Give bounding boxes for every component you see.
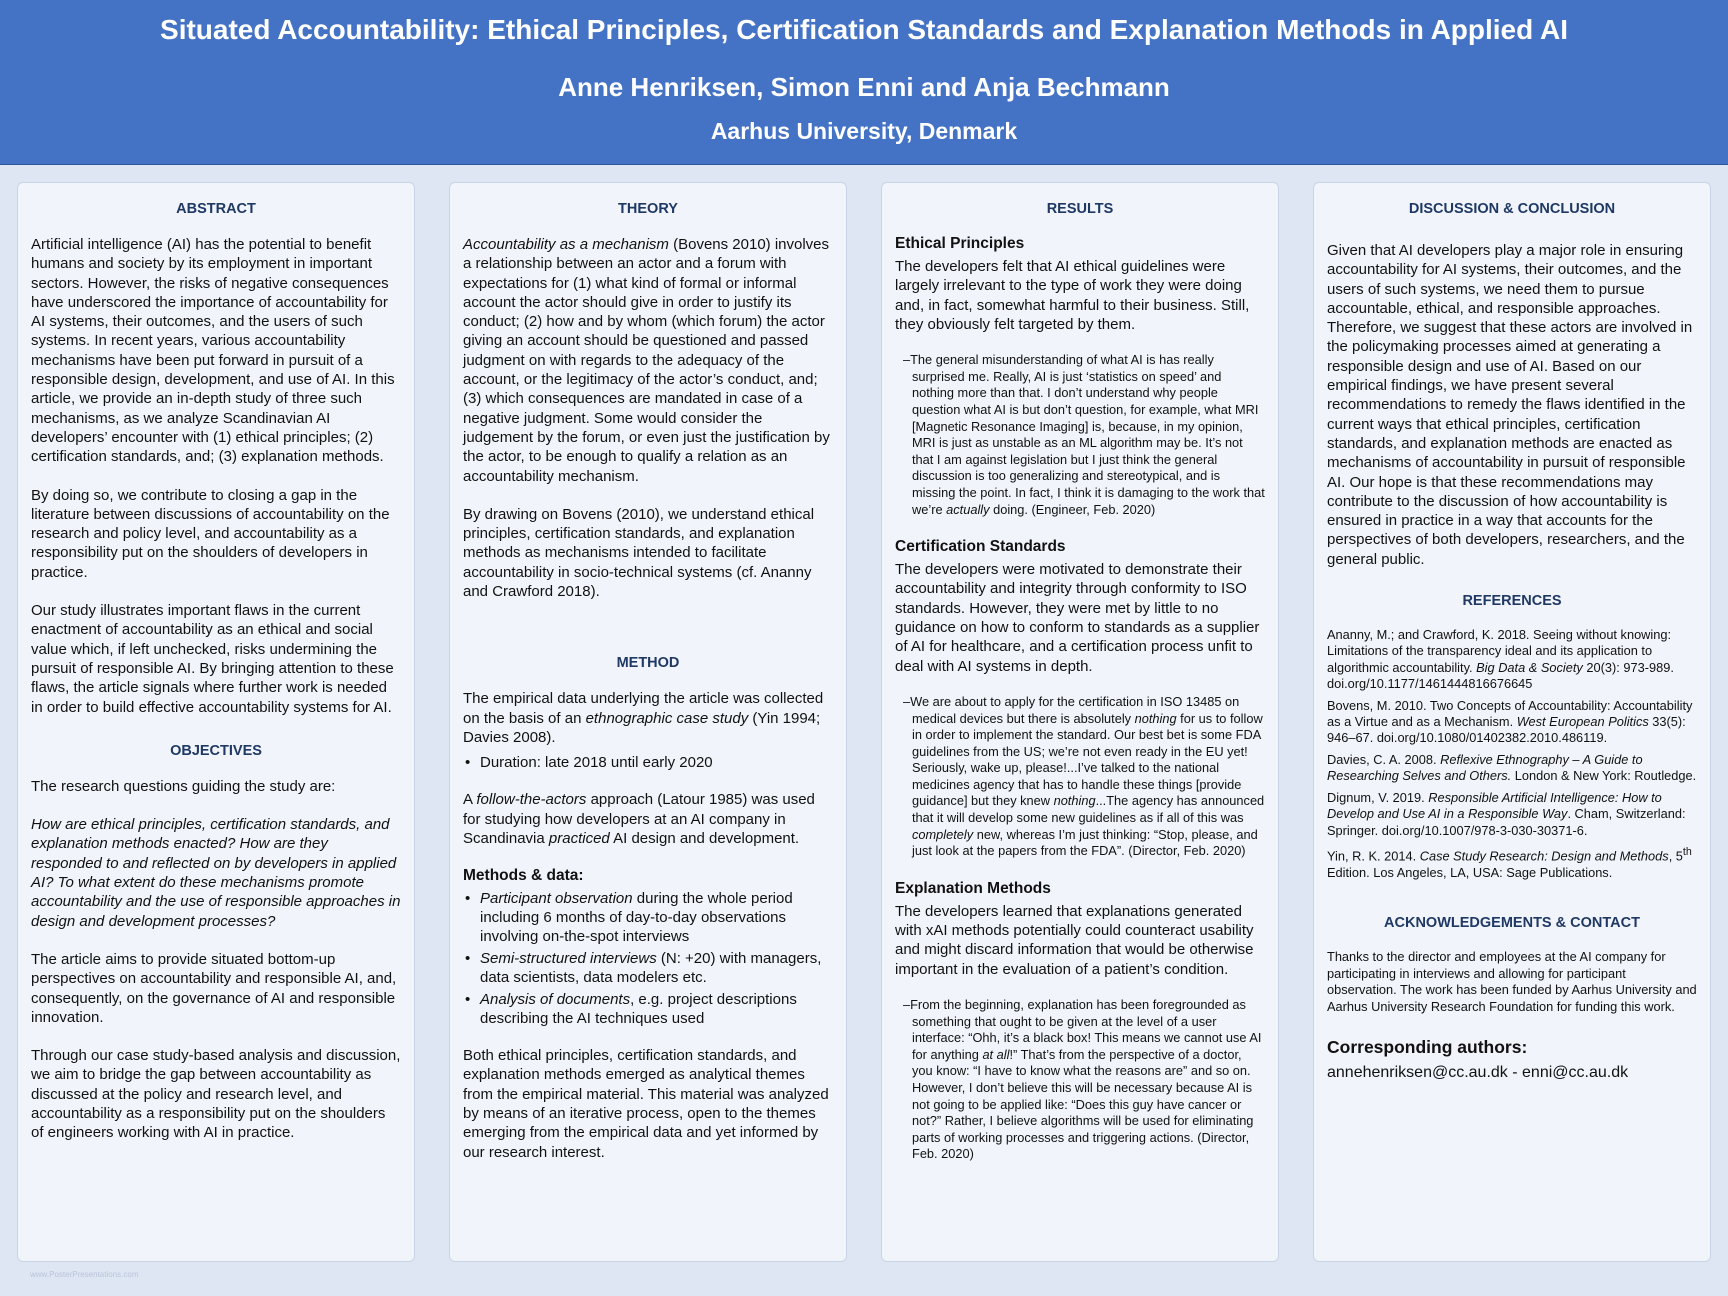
- reference-entry: Dignum, V. 2019. Responsible Artificial Intelligence: How to Develop and Use AI in a Responsible Way. Cham, Switzerland: Springer. doi.org/10.1007/978-3-030-30371-6.: [1327, 789, 1686, 838]
- reference-entry: Davies, C. A. 2008. Reflexive Ethnography – A Guide to Researching Selves and Others. London & New York: Routledge.: [1327, 751, 1697, 784]
- contact-emails[interactable]: annehenriksen@cc.au.dk - enni@cc.au.dk: [1327, 1064, 1629, 1082]
- list-item: • Semi-structured interviews (N: +20) with managers, data scientists, data modelers etc.: [463, 949, 833, 987]
- results-heading: RESULTS: [1046, 201, 1114, 217]
- ethical-principles-heading: Ethical Principles: [895, 235, 1025, 252]
- column-discussion-references: [1313, 182, 1711, 1262]
- abstract-paragraph: Our study illustrates important flaws in the current enactment of accountability as an ethical and social value which, if left unchecked, risks undermining the pursuit of responsible AI. By bringing attention to these flaws, the article signals where further work is needed in order to build effective accountability systems for AI.: [31, 602, 394, 716]
- references-heading: REFERENCES: [1462, 593, 1562, 610]
- reference-entry: Ananny, M.; and Crawford, K. 2018. Seeing without knowing: Limitations of the transparency ideal and its application to algorithmic accountability. Big Data & Society 20(3): 973-989. doi.org/10.1177/1461444816676645: [1327, 627, 1674, 692]
- abstract-heading: ABSTRACT: [176, 201, 256, 217]
- results-paragraph: The developers were motivated to demonstrate their accountability and integrity through conformity to ISO standards. However, they were met by little to no guidance on how to conform to standards as a supplier of AI for healthcare, and a certification process unfit to deal with AI systems in depth.: [895, 561, 1260, 675]
- acknowledgements-heading: ACKNOWLEDGEMENTS & CONTACT: [1384, 915, 1640, 931]
- acknowledgements-text: Thanks to the director and employees at the AI company for participating in interviews and allowing for participant observation. The work has been funded by Aarhus University and Aarhus University Research Foundation for funding this work.: [1327, 949, 1697, 1014]
- list-item: • Duration: late 2018 until early 2020: [463, 753, 833, 772]
- results-paragraph: The developers learned that explanations generated with xAI methods potentially could counteract usability and might discard information that would be otherwise important in the evaluation of a patient’s condition.: [895, 902, 1254, 978]
- explanation-methods-heading: Explanation Methods: [895, 879, 1051, 897]
- theory-heading: THEORY: [618, 201, 678, 217]
- methods-data-heading: Methods & data:: [463, 867, 584, 885]
- interview-quote: –From the beginning, explanation has been foregrounded as something that ought to be given at the level of a user interface: “Ohh, it’s a black box! This means we cannot use AI for anything at all!” That’s from the perspective of a doctor, you know: “I have to know what the reasons are” and so on. However, I don’t believe this will be necessary because AI is not going to be applied like: “Does this guy have cancer or not?” Rather, I believe algorithms will be used for eliminating parts of working processes and triggering actions. (Director, Feb. 2020): [903, 997, 1262, 1162]
- results-paragraph: The developers felt that AI ethical guidelines were largely irrelevant to the type of work they were doing and, in fact, somewhat harmful to their business. Still, they obviously felt targeted by them.: [895, 258, 1250, 333]
- objectives-heading: OBJECTIVES: [170, 742, 262, 759]
- objectives-paragraph: The research questions guiding the study are:: [31, 777, 336, 795]
- poster-header: [0, 0, 1728, 165]
- column-results: [881, 182, 1279, 1262]
- abstract-paragraph: By doing so, we contribute to closing a gap in the literature between discussions of accountability on the research and policy level, and accountability as a responsibility put on the shoulders of developers in practice.: [31, 486, 390, 581]
- objectives-paragraph: Through our case study-based analysis and discussion, we aim to bridge the gap between accountability as discussed at the policy and research level, and accountability as a responsibility put on the shoulders of engineers working with AI in practice.: [31, 1047, 401, 1142]
- duration-list: [463, 753, 833, 772]
- theory-term: Accountability as a mechanism: [463, 236, 669, 253]
- interview-quote: –We are about to apply for the certification in ISO 13485 on medical devices but there is absolutely nothing for us to follow in order to implement the standard. Our best bet is some FDA guidelines from the US; we’re not even ready in the EU yet! Seriously, wake up, please!...I’ve talked to the national medicines agency that has to handle these things [provide guidance] but they knew nothing...The agency has announced that it will develop some new guidelines as if all of this was completely new, whereas I’m just thinking: “Stop, please, and just look at the papers from the FDA”. (Director, Feb. 2020): [903, 693, 1265, 859]
- interview-quote: –The general misunderstanding of what AI is has really surprised me. Really, AI is just ‘statistics on speed’ and nothing more than that. I don’t understand why people question what AI is but don’t question, for example, what MRI [Magnetic Resonance Imaging] is, because, in my opinion, MRI is just as unstable as an ML algorithm may be. It’s not that I am against legislation but I just think the general discussion is too generalizing and stereotypical, and is missing the point. In fact, I think it is damaging to the work that we’re actually doing. (Engineer, Feb. 2020): [903, 352, 1265, 517]
- theory-paragraph: By drawing on Bovens (2010), we understand ethical principles, certification standards, and explanation methods as mechanisms intended to facilitate accountability in socio-technical systems (cf. Ananny and Crawford 2018).: [463, 505, 815, 601]
- objectives-paragraph: The article aims to provide situated bottom-up perspectives on accountability and responsible AI, and, consequently, on the governance of AI and responsible innovation.: [31, 950, 397, 1026]
- method-paragraph: A follow-the-actors approach (Latour 1985) was used for studying how developers at an AI company in Scandinavia practiced AI design and development.: [463, 791, 815, 847]
- abstract-paragraph: Artificial intelligence (AI) has the potential to benefit humans and society by its employment in important sectors. However, the risks of negative consequences have underscored the importance of accountability for AI systems, their outcomes, and the users of such systems. In recent years, various accountability mechanisms have been put forward in pursuit of a responsible design, development, and use of AI. In this article, we provide an in-depth study of three such mechanisms, as we analyze Scandinavian AI developers’ encounter with (1) ethical principles; (2) certification standards, and; (3) explanation methods.: [31, 236, 395, 466]
- method-heading: METHOD: [616, 655, 680, 672]
- footer-url: www.PosterPresentations.com: [30, 1270, 139, 1279]
- poster-affiliation: Aarhus University, Denmark: [710, 118, 1018, 144]
- theory-paragraph: Accountability as a mechanism (Bovens 2010) involves a relationship between an actor and a forum with expectations for (1) what kind of formal or informal account the actor should give in order to justify its conduct; (2) how and by whom (which forum) the actor giving an account should be questioned and passed judgment on with regards to the adequacy of the account, or the legitimacy of the actor’s conduct, and; (3) which consequences are mandated in case of a negative judgment. Some would consider the judgement by the forum, or even just the justification by the actor, to be enough to qualify a relation as an accountability mechanism.: [463, 236, 830, 485]
- reference-entry: Bovens, M. 2010. Two Concepts of Accountability: Accountability as a Virtue and as a Mechanism. West European Politics 33(5): 946–67. doi.org/10.1080/01402382.2010.486119.: [1327, 697, 1693, 746]
- column-theory-method: [449, 182, 847, 1262]
- discussion-heading: DISCUSSION & CONCLUSION: [1408, 201, 1616, 217]
- discussion-paragraph: Given that AI developers play a major role in ensuring accountability for AI systems, their outcomes, and the users of such systems, we need them to pursue accountable, ethical, and responsible approaches. Therefore, we suggest that these actors are involved in the policymaking processes aimed at generating a responsible design and use of AI. Based on our empirical findings, we have present several recommendations to remedy the flaws identified in the current ways that ethical principles, certification standards, and explanation methods are enacted as mechanisms of accountability in pursuit of responsible AI. Our hope is that these recommendations may contribute to the discussion of how accountability is ensured in practice in a way that accounts for the perspectives of both developers, researchers, and the general public.: [1327, 242, 1693, 568]
- list-item: • Participant observation during the whole period including 6 months of day-to-day observations involving on-the-spot interviews: [463, 889, 833, 946]
- corresponding-authors-heading: Corresponding authors:: [1327, 1037, 1528, 1058]
- list-item: • Analysis of documents, e.g. project descriptions describing the AI techniques used: [463, 990, 833, 1028]
- method-paragraph: The empirical data underlying the article was collected on the basis of an ethnographic case study (Yin 1994; Davies 2008).: [463, 690, 824, 746]
- poster-authors: Anne Henriksen, Simon Enni and Anja Bechmann: [558, 72, 1170, 102]
- column-abstract-objectives: [17, 182, 415, 1262]
- research-questions: How are ethical principles, certification standards, and explanation methods enacted? How are they responded to and reflected on by developers in applied AI? To what extent do these mechanisms promote accountability and the use of responsible approaches in design and development processes?: [31, 816, 401, 930]
- certification-standards-heading: Certification Standards: [895, 538, 1066, 556]
- reference-entry: Yin, R. K. 2014. Case Study Research: Design and Methods, 5th Edition. Los Angeles, LA, USA: Sage Publications.: [1327, 845, 1692, 880]
- poster-title: Situated Accountability: Ethical Principles, Certification Standards and Explanation Methods in Applied AI: [160, 14, 1568, 45]
- method-paragraph: Both ethical principles, certification standards, and explanation methods emerged as analytical themes from the empirical material. This material was analyzed by means of an iterative process, open to the themes emerging from the empirical data and yet informed by our research interest.: [463, 1047, 829, 1161]
- methods-list: [463, 889, 833, 1028]
